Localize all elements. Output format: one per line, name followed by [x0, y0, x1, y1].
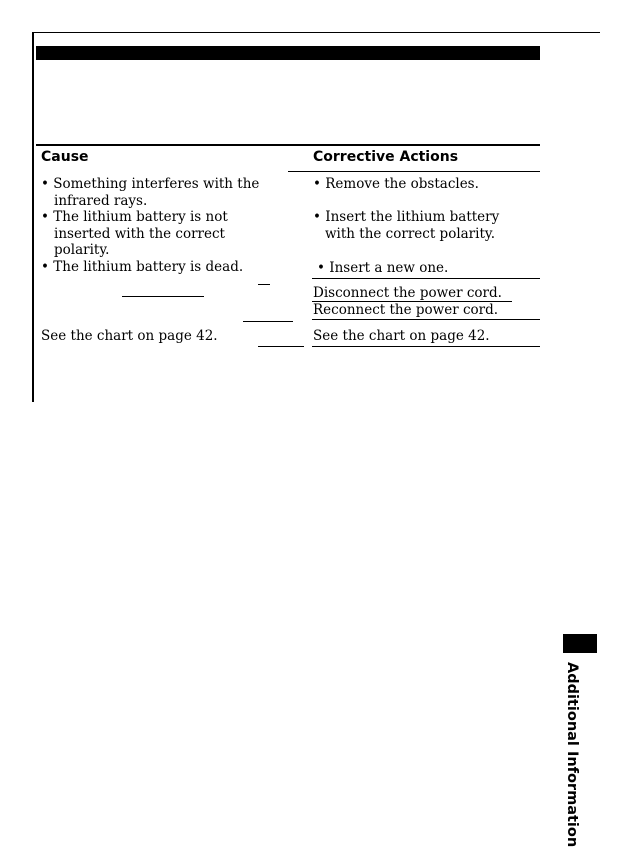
table-row	[41, 209, 291, 259]
action-cell	[313, 176, 479, 193]
action-line: • Insert the lithium battery	[313, 209, 500, 225]
cause-line: • Something interferes with the	[41, 176, 260, 192]
row-divider	[258, 346, 304, 347]
column-header-cause: Cause	[41, 149, 89, 165]
action-line: Disconnect the power cord.	[313, 285, 502, 301]
action-cell	[313, 328, 490, 345]
section-tab-label: Additional Information	[564, 662, 580, 847]
action-line: • Insert a new one.	[317, 260, 449, 276]
header-underline	[288, 171, 540, 172]
row-divider	[258, 284, 270, 285]
row-divider	[312, 278, 540, 279]
row-divider	[312, 319, 540, 320]
table-row	[41, 176, 291, 209]
action-line: See the chart on page 42.	[313, 328, 490, 344]
cause-line: inserted with the correct	[54, 225, 225, 242]
row-divider	[243, 321, 293, 322]
header-black-bar	[36, 46, 540, 60]
action-cell	[313, 209, 499, 242]
row-divider	[122, 296, 204, 297]
cause-line: See the chart on page 42.	[41, 328, 218, 344]
action-cell	[317, 260, 448, 277]
cause-line: infrared rays.	[54, 192, 148, 209]
row-divider	[312, 346, 540, 347]
cause-line: • The lithium battery is not	[41, 209, 228, 225]
table-row	[41, 259, 291, 276]
left-vertical-rule	[32, 32, 34, 402]
action-line: with the correct polarity.	[325, 225, 496, 242]
cause-line: polarity.	[54, 242, 110, 258]
table-row	[41, 328, 291, 345]
cause-line: • The lithium battery is dead.	[41, 259, 244, 275]
row-divider	[312, 301, 512, 302]
action-line: • Remove the obstacles.	[313, 176, 479, 192]
top-rule	[32, 32, 600, 33]
action-line: Reconnect the power cord.	[313, 301, 499, 318]
table-top-rule	[36, 144, 540, 146]
section-tab-marker	[563, 634, 597, 653]
column-header-corrective-actions: Corrective Actions	[313, 149, 459, 165]
